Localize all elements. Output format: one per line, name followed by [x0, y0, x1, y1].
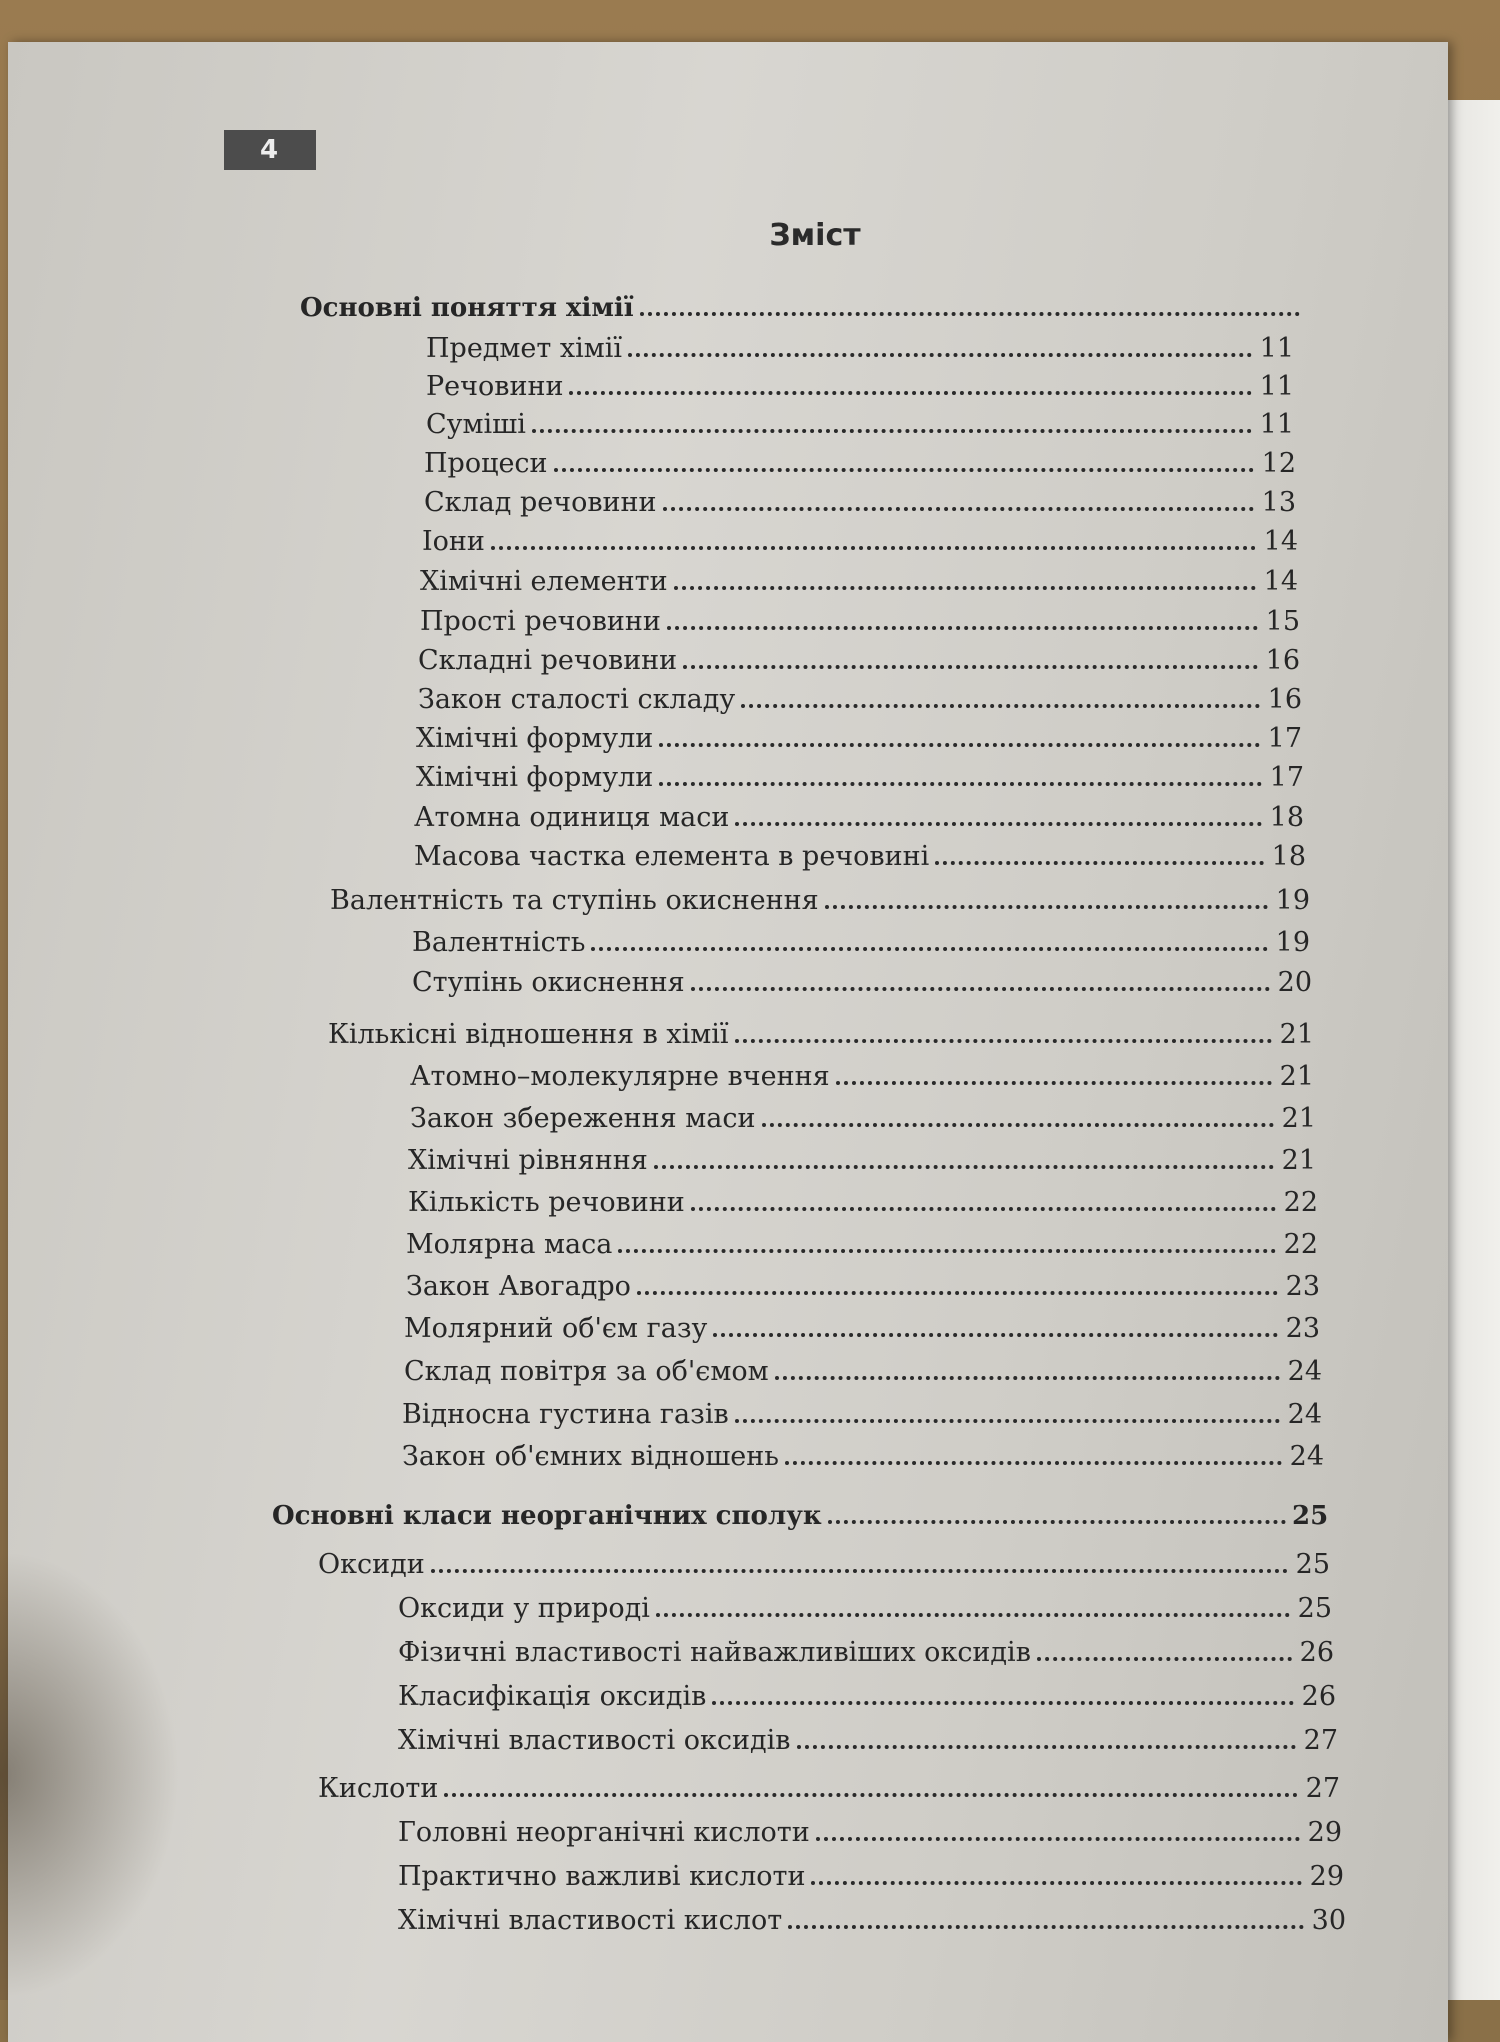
toc-page-number: 19	[1275, 885, 1310, 916]
toc-label: Кількість речовини	[408, 1187, 685, 1218]
page-number-tab: 4	[224, 130, 316, 170]
toc-label: Прості речовини	[420, 606, 661, 637]
toc-page-number: 11	[1259, 409, 1294, 440]
toc-page-number: 11	[1259, 333, 1294, 364]
toc-leader-dots	[836, 1054, 1272, 1085]
toc-leader-dots	[713, 1306, 1278, 1337]
toc-leader-dots	[825, 878, 1268, 909]
toc-leader-dots	[431, 1542, 1288, 1573]
toc-section-heading	[272, 1494, 1328, 1531]
toc-label: Хімічні елементи	[420, 566, 668, 597]
toc-entry	[424, 441, 1296, 479]
toc-page-number: 24	[1289, 1441, 1324, 1472]
toc-label: Іони	[422, 526, 485, 557]
toc-page-number: 16	[1265, 645, 1300, 676]
toc-page-number: 18	[1269, 802, 1304, 833]
toc-page-number: 27	[1303, 1725, 1338, 1756]
toc-leader-dots	[618, 1222, 1276, 1253]
toc-entry	[398, 1718, 1338, 1756]
toc-entry	[404, 1349, 1322, 1387]
toc-label: Хімічні властивості кислот	[398, 1905, 783, 1936]
toc-page-number: 21	[1281, 1103, 1316, 1134]
toc-leader-dots	[735, 1012, 1272, 1043]
toc-leader-dots	[663, 480, 1254, 511]
toc-label: Ступінь окиснення	[412, 967, 685, 998]
toc-page-number: 23	[1285, 1313, 1320, 1344]
toc-page-number: 12	[1261, 448, 1296, 479]
toc-entry	[420, 599, 1300, 637]
toc-leader-dots	[532, 402, 1252, 433]
toc-entry	[412, 960, 1312, 998]
toc-page-number: 26	[1299, 1637, 1334, 1668]
toc-leader-dots	[811, 1854, 1302, 1885]
toc-page-number: 29	[1309, 1861, 1344, 1892]
toc-page-number: 11	[1259, 371, 1294, 402]
toc-entry	[426, 364, 1294, 402]
toc-leader-dots	[762, 1096, 1275, 1127]
toc-label: Закон об'ємних відношень	[402, 1441, 779, 1472]
toc-label: Кислоти	[318, 1773, 439, 1804]
toc-leader-dots	[491, 519, 1256, 550]
toc-leader-dots	[797, 1718, 1296, 1749]
toc-page-number: 22	[1283, 1187, 1318, 1218]
toc-label: Закон збереження маси	[410, 1103, 756, 1134]
toc-label: Основні поняття хімії	[300, 293, 634, 323]
toc-leader-dots	[659, 716, 1260, 747]
toc-leader-dots	[816, 1810, 1300, 1841]
toc-leader-dots	[691, 960, 1270, 991]
toc-page-number: 14	[1263, 566, 1298, 597]
toc-entry	[408, 1180, 1318, 1218]
toc-leader-dots	[788, 1898, 1304, 1929]
toc-leader-dots	[741, 677, 1260, 708]
toc-label: Хімічні властивості оксидів	[398, 1725, 791, 1756]
toc-entry	[408, 1138, 1316, 1176]
toc-label: Закон Авогадро	[406, 1271, 631, 1302]
toc-entry	[414, 795, 1304, 833]
toc-page-number: 21	[1281, 1145, 1316, 1176]
toc-label: Класифікація оксидів	[398, 1681, 707, 1712]
toc-entry	[406, 1264, 1320, 1302]
toc-leader-dots	[935, 834, 1264, 865]
toc-entry	[398, 1898, 1346, 1936]
toc-page-number: 21	[1279, 1061, 1314, 1092]
toc-entry	[410, 1054, 1314, 1092]
toc-entry	[398, 1810, 1342, 1848]
toc-page-number: 29	[1307, 1817, 1342, 1848]
toc-label: Масова частка елемента в речовині	[414, 841, 930, 872]
toc-leader-dots	[775, 1349, 1280, 1380]
toc-leader-dots	[628, 326, 1252, 357]
toc-label: Склад речовини	[424, 487, 657, 518]
toc-label: Оксиди у природі	[398, 1593, 650, 1624]
toc-leader-dots	[554, 441, 1254, 472]
toc-entry	[418, 638, 1300, 676]
toc-leader-dots	[683, 638, 1258, 669]
toc-entry	[412, 920, 1310, 958]
toc-entry	[398, 1674, 1336, 1712]
toc-entry	[416, 755, 1304, 793]
toc-label: Хімічні формули	[416, 762, 654, 793]
toc-leader-dots	[785, 1434, 1282, 1465]
toc-leader-dots	[735, 795, 1262, 826]
toc-leader-dots	[656, 1586, 1290, 1617]
toc-page-number: 30	[1311, 1905, 1346, 1936]
toc-page-number: 24	[1287, 1356, 1322, 1387]
toc-page-number: 20	[1277, 967, 1312, 998]
toc-entry	[414, 834, 1306, 872]
toc-leader-dots	[569, 364, 1252, 395]
toc-subsection-heading	[328, 1012, 1314, 1050]
toc-entry	[418, 677, 1302, 715]
toc-leader-dots	[1037, 1630, 1292, 1661]
toc-label: Процеси	[424, 448, 548, 479]
toc-page-number: 26	[1301, 1681, 1336, 1712]
toc-page-number: 17	[1269, 762, 1304, 793]
toc-label: Атомно–молекулярне вчення	[410, 1061, 830, 1092]
toc-label: Кількісні відношення в хімії	[328, 1019, 729, 1050]
toc-entry	[410, 1096, 1316, 1134]
toc-leader-dots	[640, 286, 1300, 316]
toc-entry	[406, 1222, 1318, 1260]
hand-shadow	[0, 1550, 180, 2000]
toc-page-number: 17	[1267, 723, 1302, 754]
toc-leader-dots	[735, 1392, 1280, 1423]
toc-page-number: 27	[1305, 1773, 1340, 1804]
toc-leader-dots	[591, 920, 1268, 951]
toc-leader-dots	[828, 1494, 1286, 1524]
toc-entry	[404, 1306, 1320, 1344]
toc-entry	[424, 480, 1296, 518]
toc-page-number: 16	[1267, 684, 1302, 715]
toc-leader-dots	[659, 755, 1262, 786]
toc-page-number: 23	[1285, 1271, 1320, 1302]
toc-entry	[398, 1854, 1344, 1892]
toc-section-heading	[300, 286, 1300, 323]
toc-page-number: 13	[1261, 487, 1296, 518]
toc-page-number: 25	[1295, 1549, 1330, 1580]
toc-entry	[420, 559, 1298, 597]
toc-entry	[398, 1586, 1332, 1624]
toc-subsection-heading	[318, 1766, 1340, 1804]
toc-label: Речовини	[426, 371, 564, 402]
toc-entry	[402, 1434, 1324, 1472]
toc-label: Валентність	[412, 927, 586, 958]
toc-label: Склад повітря за об'ємом	[404, 1356, 769, 1387]
toc-entry	[426, 326, 1294, 364]
toc-label: Оксиди	[318, 1549, 425, 1580]
toc-label: Молярний об'єм газу	[404, 1313, 708, 1344]
toc-label: Практично важливі кислоти	[398, 1861, 806, 1892]
toc-label: Хімічні рівняння	[408, 1145, 648, 1176]
toc-label: Закон сталості складу	[418, 684, 736, 715]
toc-subsection-heading	[318, 1542, 1330, 1580]
toc-entry	[402, 1392, 1322, 1430]
toc-label: Складні речовини	[418, 645, 678, 676]
toc-page-number: 21	[1279, 1019, 1314, 1050]
toc-page-number: 22	[1283, 1229, 1318, 1260]
toc-label: Відносна густина газів	[402, 1399, 729, 1430]
toc-leader-dots	[444, 1766, 1298, 1797]
toc-leader-dots	[691, 1180, 1276, 1211]
toc-page-number: 15	[1265, 606, 1300, 637]
page-title: Зміст	[769, 218, 861, 253]
toc-entry	[416, 716, 1302, 754]
toc-entry	[426, 402, 1294, 440]
toc-page-number: 18	[1271, 841, 1306, 872]
toc-page-number: 25	[1292, 1501, 1329, 1531]
toc-page-number: 19	[1275, 927, 1310, 958]
toc-leader-dots	[674, 559, 1256, 590]
toc-label: Молярна маса	[406, 1229, 613, 1260]
toc-entry	[422, 519, 1298, 557]
toc-leader-dots	[712, 1674, 1294, 1705]
toc-label: Валентність та ступінь окиснення	[330, 885, 819, 916]
toc-label: Суміші	[426, 409, 526, 440]
toc-page-number: 24	[1287, 1399, 1322, 1430]
toc-page-number: 14	[1263, 526, 1298, 557]
toc-label: Основні класи неорганічних сполук	[272, 1501, 822, 1531]
toc-leader-dots	[654, 1138, 1274, 1169]
toc-label: Хімічні формули	[416, 723, 654, 754]
toc-leader-dots	[667, 599, 1258, 630]
toc-label: Головні неорганічні кислоти	[398, 1817, 810, 1848]
toc-entry	[398, 1630, 1334, 1668]
toc-page-number: 25	[1297, 1593, 1332, 1624]
toc-label: Атомна одиниця маси	[414, 802, 730, 833]
toc-label: Фізичні властивості найважливіших оксидів	[398, 1637, 1031, 1668]
toc-label: Предмет хімії	[426, 333, 623, 364]
toc-leader-dots	[637, 1264, 1278, 1295]
toc-subsection-heading	[330, 878, 1310, 916]
